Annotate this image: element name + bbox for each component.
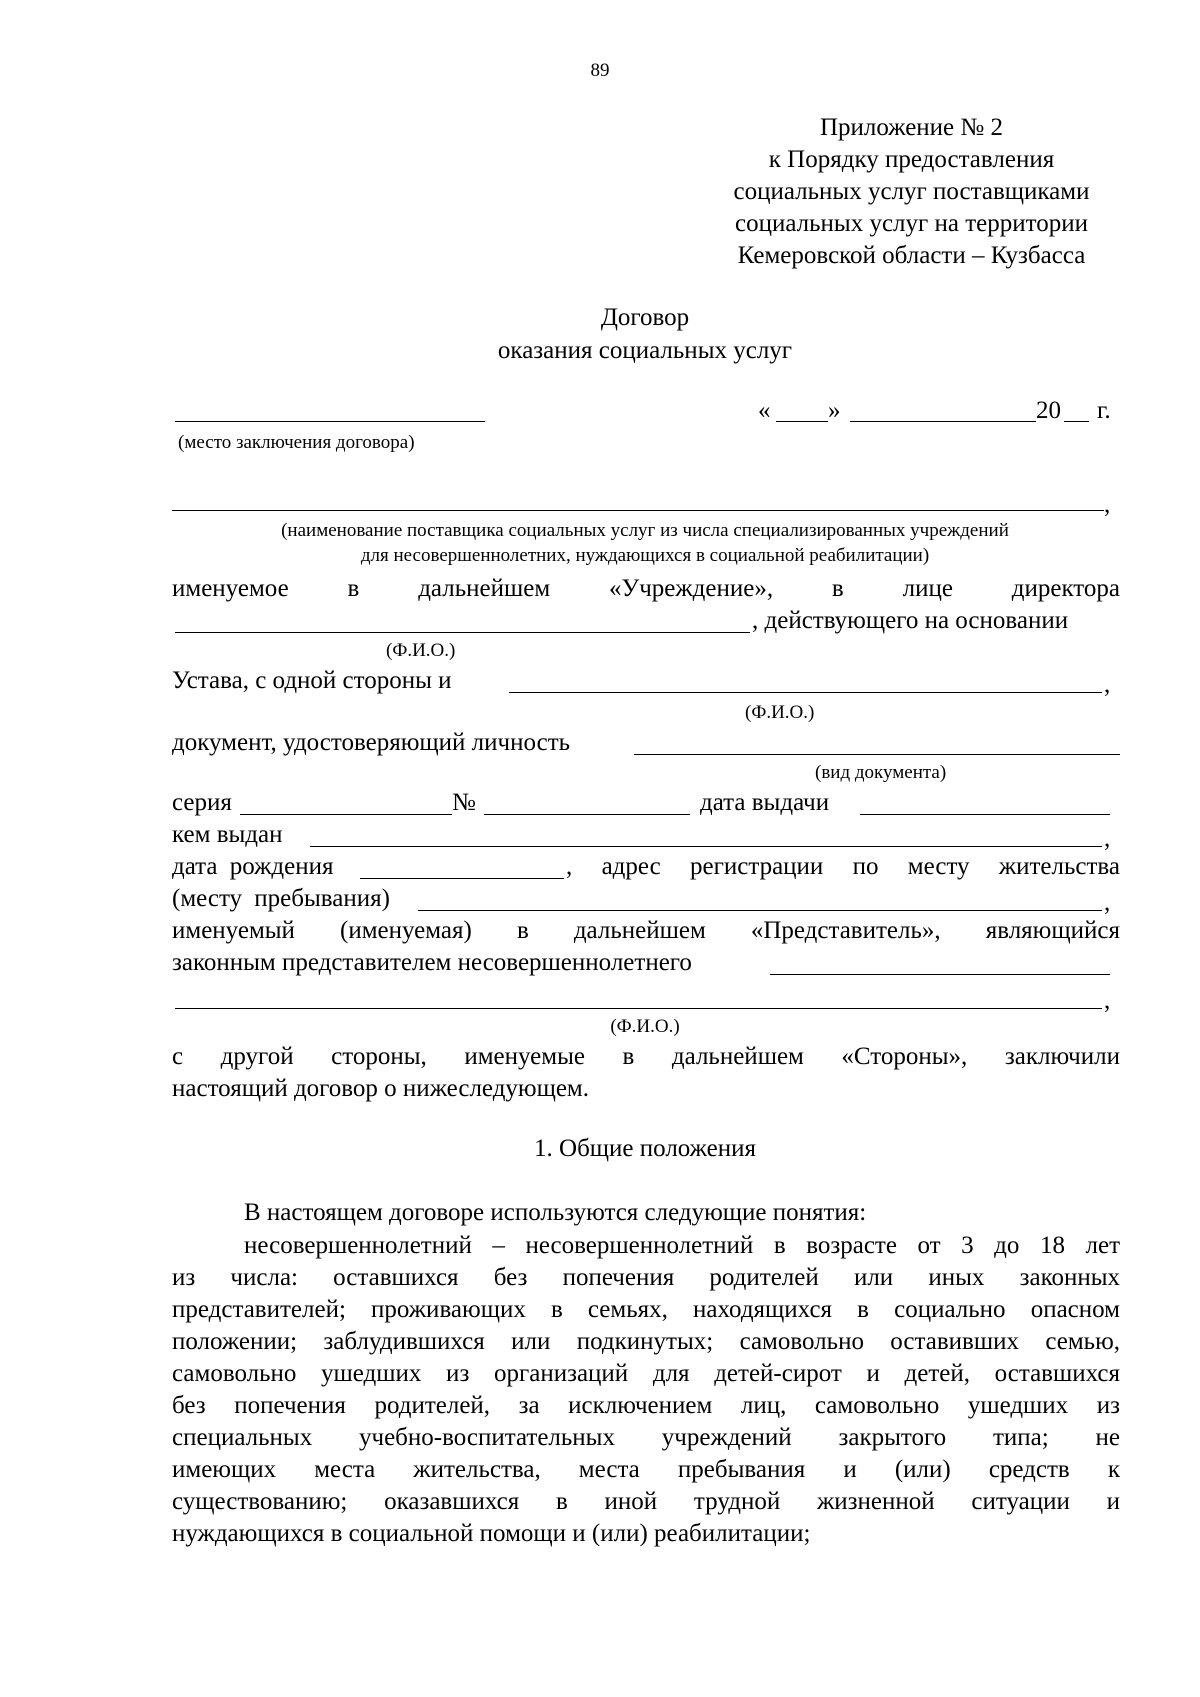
appendix-line: Приложение № 2: [819, 114, 1004, 141]
minor-comma: ,: [1104, 987, 1111, 1014]
appendix-line: социальных услуг поставщиками: [733, 178, 1090, 205]
paragraph-line: несовершеннолетний – несовершеннолетний в возрасте от 3 до 18 лет: [244, 1232, 1120, 1259]
word: в: [622, 1043, 635, 1070]
year-prefix: 20: [1036, 397, 1061, 424]
date-open-quote: «: [758, 397, 771, 424]
provider-caption-2: для несовершеннолетних, нуждающихся в социальной реабилитации): [360, 545, 930, 566]
word: в: [516, 917, 529, 944]
word: дальнейшем: [418, 575, 551, 602]
paragraph-line: представителей; проживающих в семьях, находящихся в социально опасном: [172, 1296, 1120, 1323]
date-close-quote: »: [828, 397, 841, 424]
word: заключили: [1004, 1043, 1120, 1070]
word: являющийся: [985, 917, 1120, 944]
paragraph-line: самовольно ушедших из организаций для детей-сирот и детей, оставшихся: [172, 1360, 1120, 1387]
paragraph-line: специальных учебно-воспитательных учреждений закрытого типа; не: [172, 1424, 1120, 1451]
word: в: [347, 575, 360, 602]
word: в: [831, 575, 844, 602]
appendix-line: Кемеровской области – Кузбасса: [737, 242, 1086, 269]
issue-date-label: дата выдачи: [700, 789, 830, 816]
word: директора: [1011, 575, 1120, 602]
document-subtitle: оказания социальных услуг: [497, 337, 793, 364]
word: именуемые: [464, 1043, 585, 1070]
section-heading: 1. Общие положения: [534, 1135, 756, 1162]
provider-caption-1: (наименование поставщика социальных услуг из числа специализированных учреждений: [281, 520, 1009, 541]
appendix-line: к Порядку предоставления: [768, 146, 1055, 173]
provider-comma: ,: [1104, 491, 1111, 518]
word: с: [172, 1043, 184, 1070]
director-blank-line: [175, 632, 750, 633]
closing-line-1: [172, 1042, 1120, 1072]
legal-rep-blank-line: [770, 974, 1110, 975]
series-blank-line: [240, 814, 452, 815]
place-blank-line: [175, 421, 485, 422]
section-intro: В настоящем договоре используются следующие понятия:: [244, 1199, 867, 1226]
representative-blank-line: [509, 692, 1102, 693]
paragraph-line: имеющих места жительства, места пребывания и (или) средств к: [172, 1456, 1120, 1483]
birth-date-label: дата рождения: [172, 853, 334, 880]
closing-line-2: настоящий договор о нижеследующем.: [172, 1075, 590, 1102]
appendix-line: социальных услуг на территории: [734, 210, 1089, 237]
appendix-block: [700, 112, 1123, 272]
named-institution-line: [172, 574, 1120, 604]
acting-basis-text: , действующего на основании: [752, 607, 1069, 634]
legal-rep-label: законным представителем несовершеннолетнего: [172, 949, 692, 976]
word: дальнейшем: [573, 917, 706, 944]
birth-date-blank-line: [360, 878, 564, 879]
paragraph-line: положении; заблудившихся или подкинутых; самовольно оставивших семью,: [172, 1328, 1120, 1355]
issued-by-blank-line: [310, 846, 1102, 847]
page-number: 89: [590, 60, 610, 81]
id-document-blank-line: [634, 754, 1120, 755]
charter-text: Устава, с одной стороны и: [172, 667, 452, 694]
word: другой: [220, 1043, 294, 1070]
definition-paragraph: [172, 1230, 1120, 1550]
provider-blank-line: [172, 510, 1104, 511]
year-blank-line: [1064, 421, 1089, 422]
doc-kind-caption: (вид документа): [815, 762, 947, 783]
number-sign: №: [452, 789, 476, 816]
paragraph-line: без попечения родителей, за исключением лиц, самовольно ушедших из: [172, 1392, 1120, 1419]
month-blank-line: [850, 421, 1036, 422]
id-document-text: документ, удостоверяющий личность: [172, 729, 571, 756]
word: «Стороны»,: [841, 1043, 968, 1070]
paragraph-line: из числа: оставшихся без попечения родителей или иных законных: [172, 1264, 1120, 1291]
word: стороны,: [331, 1043, 427, 1070]
paragraph-line: нуждающихся в социальной помощи и (или) реабилитации;: [172, 1520, 811, 1547]
word: «Представитель»,: [750, 917, 941, 944]
director-fio-caption: (Ф.И.О.): [386, 640, 456, 661]
issue-date-blank-line: [860, 814, 1110, 815]
word: лице: [902, 575, 953, 602]
series-label: серия: [172, 789, 232, 816]
word: дальнейшем: [671, 1043, 804, 1070]
place-caption: (место заключения договора): [178, 432, 415, 453]
issued-by-label: кем выдан: [172, 821, 283, 848]
word: «Учреждение»,: [609, 575, 774, 602]
paragraph-line: существованию; оказавшихся в иной трудной жизненной ситуации и: [172, 1488, 1120, 1515]
year-suffix: г.: [1097, 397, 1111, 424]
word: именуемое: [172, 575, 289, 602]
number-blank-line: [484, 814, 690, 815]
document-title: Договор: [600, 304, 690, 331]
representative-named-line: [172, 916, 1120, 946]
day-blank-line: [776, 421, 828, 422]
word: именуемый: [172, 917, 295, 944]
stay-place-blank-line: [418, 910, 1102, 911]
issued-by-comma: ,: [1104, 825, 1111, 852]
representative-fio-caption: (Ф.И.О.): [745, 702, 815, 723]
representative-comma: ,: [1104, 671, 1111, 698]
reg-address-label: , адрес регистрации по месту жительства: [566, 853, 1120, 880]
minor-blank-line: [175, 1008, 1102, 1009]
stay-place-comma: ,: [1104, 889, 1111, 916]
stay-place-label: (месту пребывания): [172, 885, 390, 912]
minor-fio-caption: (Ф.И.О.): [610, 1016, 680, 1037]
word: (именуемая): [340, 917, 472, 944]
